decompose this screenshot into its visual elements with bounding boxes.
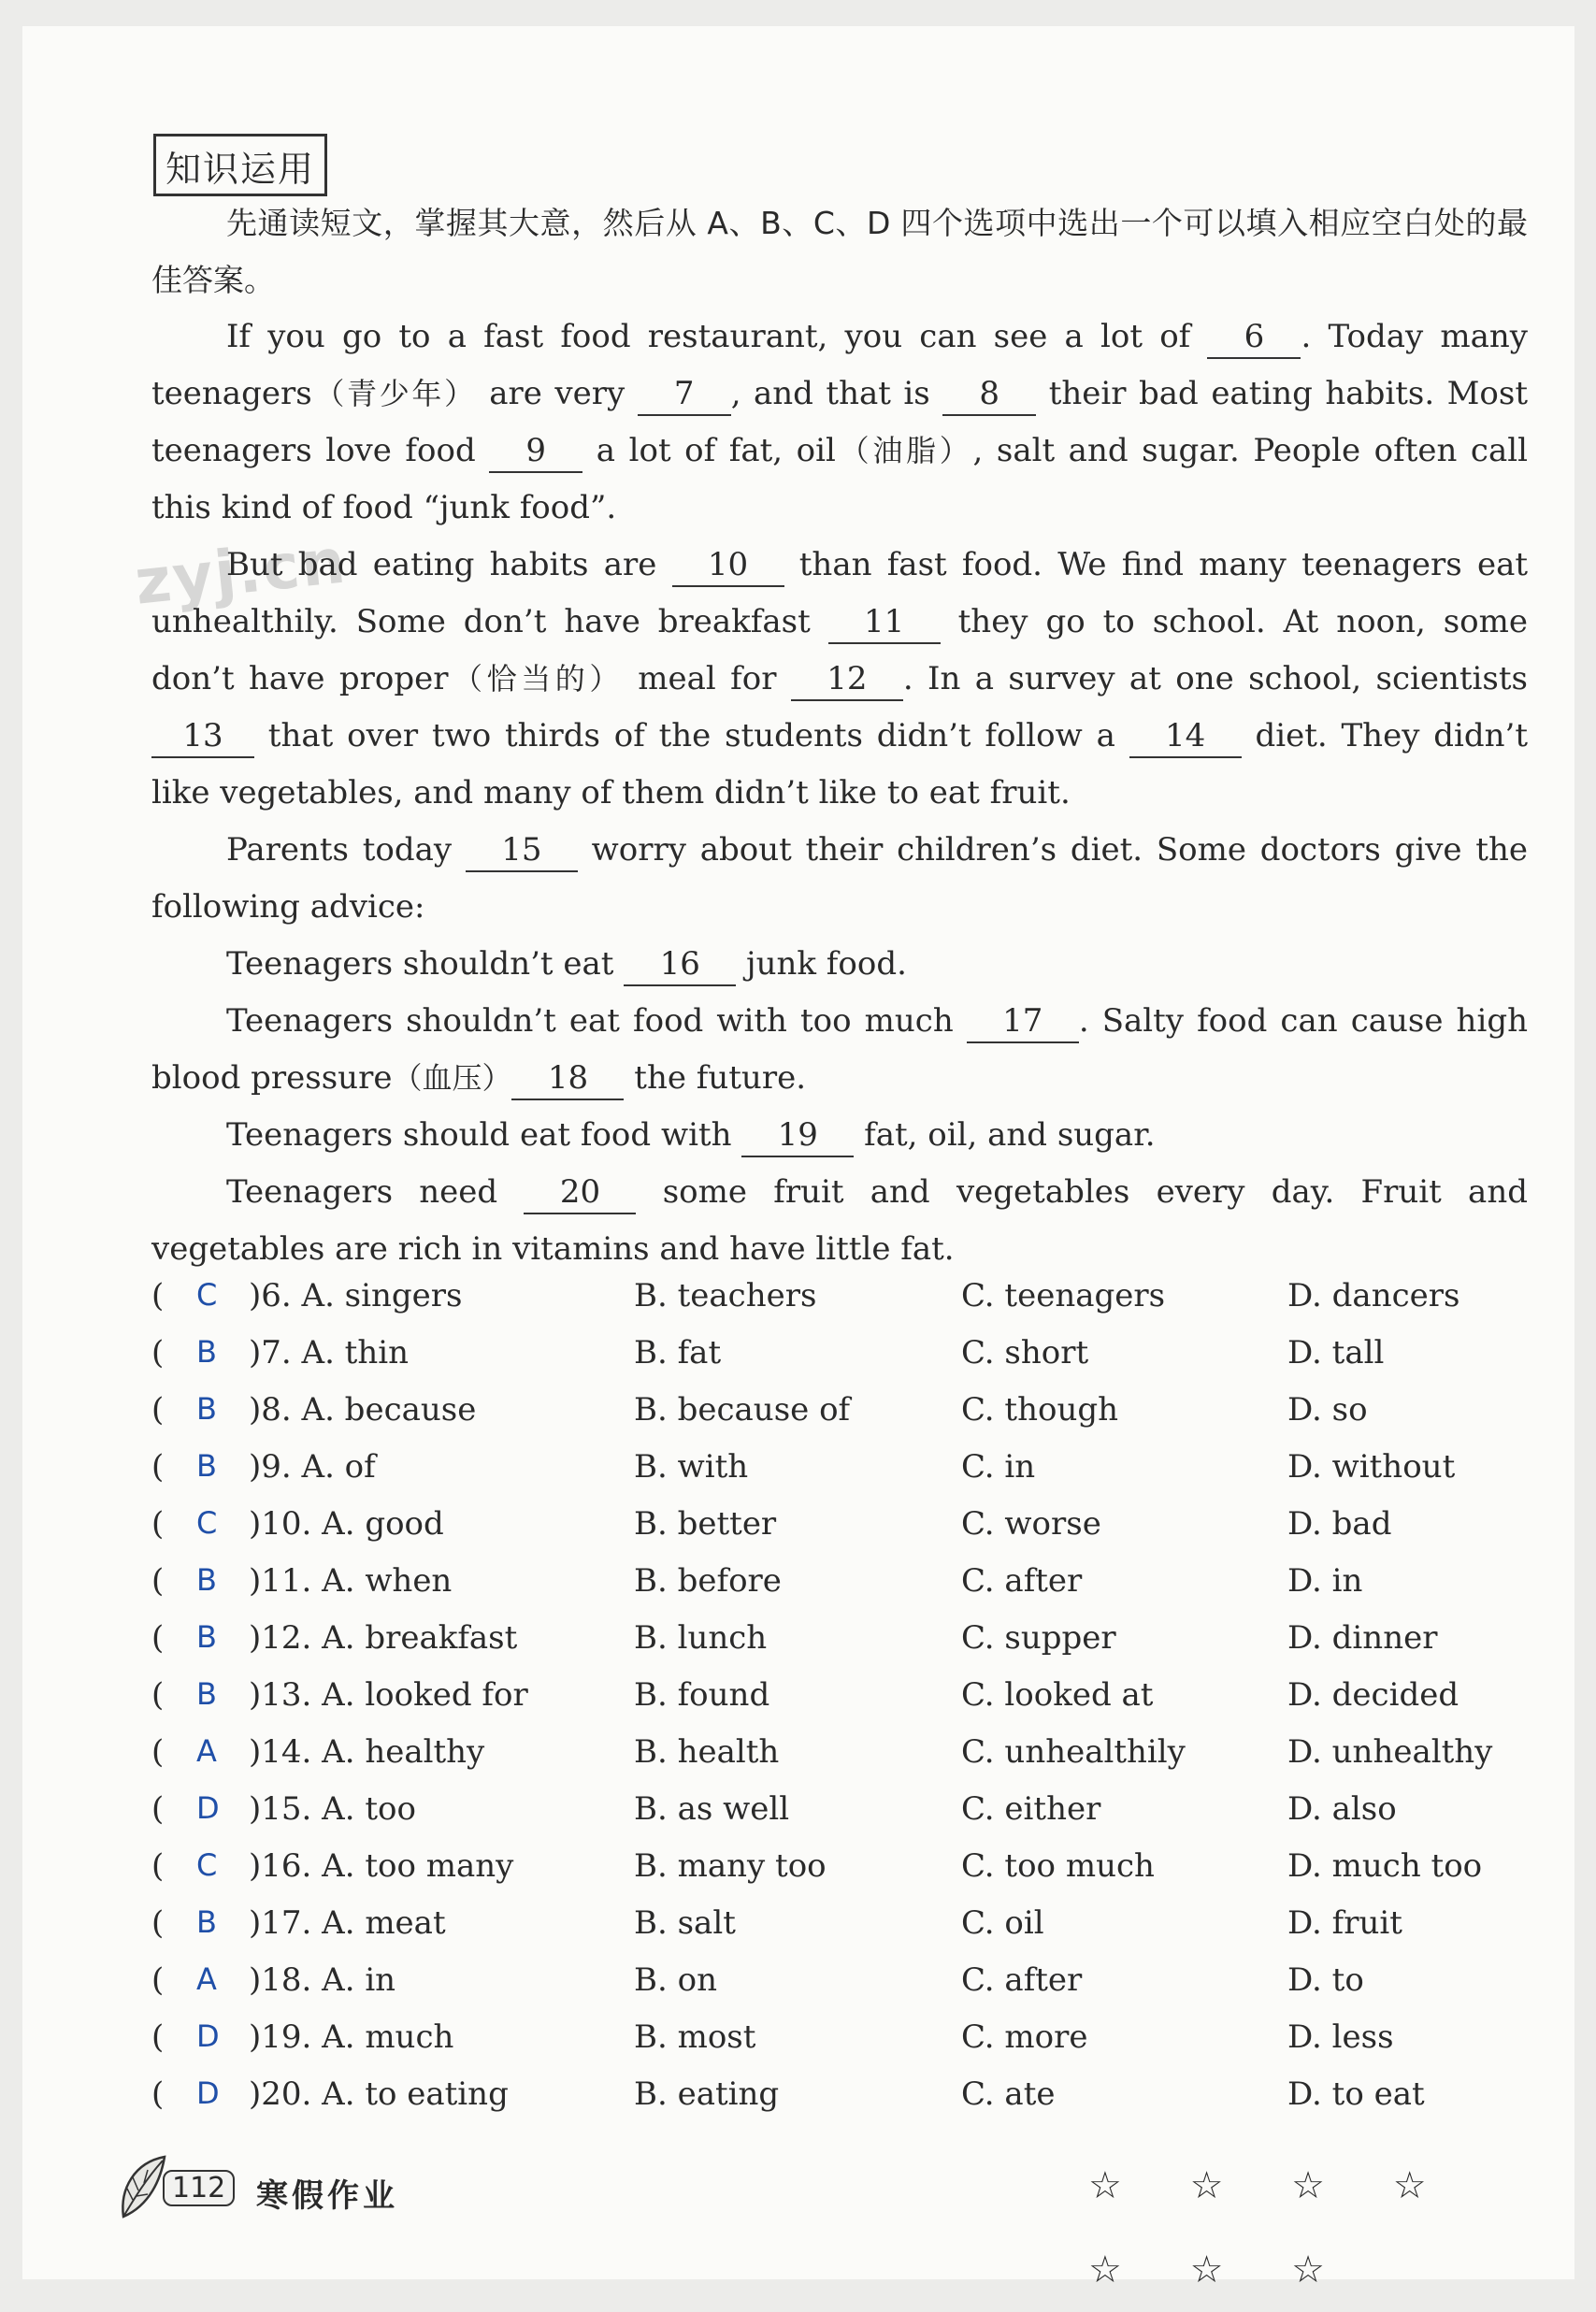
paren: (: [151, 2018, 165, 2056]
option-a: )11. A. when: [249, 1562, 453, 1600]
paren: (: [151, 1904, 165, 1942]
answer-mark: B: [196, 1904, 217, 1940]
option-b: B. on: [634, 1961, 717, 1999]
blank-6: 6: [1207, 316, 1301, 359]
option-a: )10. A. good: [249, 1505, 444, 1543]
text: Teenagers shouldn’t eat food with too much: [226, 1002, 967, 1040]
option-c: C. in: [961, 1448, 1036, 1486]
text: than fast food. We find many teenagers eat unhealthily. Some don’t have breakfast: [151, 546, 1529, 640]
watermark: zyj.cn: [131, 524, 351, 619]
answer-mark: C: [196, 1505, 218, 1541]
answer-mark: A: [196, 1961, 217, 1997]
paren: (: [151, 1676, 165, 1714]
blank-10: 10: [672, 544, 784, 587]
paren: (: [151, 1847, 165, 1885]
paren: (: [151, 1619, 165, 1657]
question-row: [151, 1334, 1535, 1391]
text: diet. They didn’t like vegetables, and many of them didn’t like to eat fruit.: [151, 717, 1528, 811]
answer-mark: A: [196, 1733, 217, 1769]
workbook-page: [22, 26, 1574, 2291]
blank-8: 8: [942, 373, 1036, 416]
blank-14: 14: [1129, 715, 1242, 758]
text: some fruit and vegetables every day. Fruit and vegetables are rich in vitamins and have little fat.: [151, 1173, 1528, 1268]
option-b: B. eating: [634, 2075, 780, 2113]
option-c: C. unhealthily: [961, 1733, 1186, 1771]
paren: (: [151, 1733, 165, 1771]
blank-20: 20: [524, 1171, 636, 1214]
instruction: 先通读短文，掌握其大意，然后从 A、B、C、D 四个选项中选出一个可以填入相应空白处的最佳答案。: [151, 205, 1528, 298]
text: meal for: [623, 660, 791, 697]
text: . Today many teenagers: [151, 318, 1529, 412]
text: junk food.: [736, 945, 907, 983]
option-a: )13. A. looked for: [249, 1676, 528, 1714]
text: are very: [476, 375, 638, 412]
question-row: [151, 1619, 1535, 1676]
option-d: D. tall: [1287, 1334, 1385, 1371]
option-a: )6. A. singers: [249, 1277, 463, 1314]
star-decoration: ☆ ☆ ☆ ☆ ☆ ☆ ☆: [1088, 2164, 1455, 2291]
chinese-gloss: （青少年）: [311, 376, 477, 411]
question-row: [151, 1448, 1535, 1505]
paren: (: [151, 1505, 165, 1543]
paragraph-2: [151, 537, 1528, 822]
option-b: B. as well: [634, 1790, 790, 1828]
option-d: D. dancers: [1287, 1277, 1460, 1314]
option-c: C. teenagers: [961, 1277, 1166, 1314]
text: that over two thirds of the students didn’t follow a: [254, 717, 1129, 754]
question-row: [151, 2018, 1535, 2075]
option-d: D. much too: [1287, 1847, 1483, 1885]
question-row: [151, 1733, 1535, 1790]
chinese-gloss: （油脂）: [835, 433, 973, 468]
option-d: D. less: [1287, 2018, 1394, 2056]
option-a: )15. A. too: [249, 1790, 416, 1828]
question-row: [151, 2075, 1535, 2132]
option-a: )14. A. healthy: [249, 1733, 485, 1771]
answer-mark: C: [196, 1847, 218, 1883]
option-c: C. too much: [961, 1847, 1155, 1885]
option-d: D. in: [1287, 1562, 1363, 1600]
question-row: [151, 1505, 1535, 1562]
text: the future.: [624, 1059, 807, 1097]
question-row: [151, 1961, 1535, 2018]
paren: (: [151, 1334, 165, 1371]
option-b: B. salt: [634, 1904, 736, 1942]
text: a lot of fat, oil: [582, 432, 836, 469]
blank-11: 11: [828, 601, 941, 644]
blank-16: 16: [624, 943, 736, 986]
option-b: B. better: [634, 1505, 777, 1543]
question-row: [151, 1277, 1535, 1334]
option-a: )19. A. much: [249, 2018, 454, 2056]
answer-options: [151, 1277, 1535, 2132]
answer-mark: B: [196, 1562, 217, 1598]
text: worry about their children’s diet. Some doctors give the following advice:: [151, 831, 1528, 926]
question-row: [151, 1847, 1535, 1904]
text: Teenagers should eat food with: [226, 1116, 742, 1154]
paragraph-5: [151, 993, 1528, 1107]
option-b: B. many too: [634, 1847, 827, 1885]
answer-mark: D: [196, 2018, 220, 2054]
option-d: D. unhealthy: [1287, 1733, 1493, 1771]
option-a: )20. A. to eating: [249, 2075, 509, 2113]
paren: (: [151, 1562, 165, 1600]
text: fat, oil, and sugar.: [854, 1116, 1156, 1154]
option-c: C. more: [961, 2018, 1088, 2056]
paragraph-6: [151, 1107, 1528, 1164]
option-b: B. lunch: [634, 1619, 768, 1657]
page-number: 112: [163, 2170, 235, 2206]
chinese-gloss: （血压）: [392, 1060, 512, 1096]
option-d: D. fruit: [1287, 1904, 1402, 1942]
answer-mark: B: [196, 1676, 217, 1712]
chinese-gloss: （恰当的）: [448, 661, 624, 696]
text: Teenagers need: [226, 1173, 525, 1211]
text: If you go to a fast food restaurant, you can see a lot of: [226, 318, 1208, 355]
answer-mark: B: [196, 1448, 217, 1484]
question-row: [151, 1391, 1535, 1448]
answer-mark: B: [196, 1334, 217, 1370]
option-d: D. without: [1287, 1448, 1456, 1486]
paren: (: [151, 1448, 165, 1486]
option-b: B. found: [634, 1676, 770, 1714]
option-b: B. because of: [634, 1391, 851, 1429]
blank-13: 13: [151, 715, 254, 758]
option-a: )8. A. because: [249, 1391, 477, 1429]
cloze-passage: [151, 194, 1528, 1278]
answer-mark: D: [196, 2075, 220, 2111]
page-footer: [116, 2144, 1556, 2291]
text: , and that is: [730, 375, 943, 412]
blank-18: 18: [511, 1057, 624, 1100]
option-c: C. oil: [961, 1904, 1044, 1942]
option-d: D. bad: [1287, 1505, 1392, 1543]
option-c: C. after: [961, 1961, 1083, 1999]
option-c: C. either: [961, 1790, 1101, 1828]
answer-mark: B: [196, 1391, 217, 1427]
blank-7: 7: [638, 373, 731, 416]
paren: (: [151, 1391, 165, 1429]
text: But bad eating habits are: [226, 546, 672, 583]
question-row: [151, 1904, 1535, 1961]
option-c: C. worse: [961, 1505, 1101, 1543]
option-a: )18. A. in: [249, 1961, 396, 1999]
option-c: C. after: [961, 1562, 1083, 1600]
option-b: B. before: [634, 1562, 782, 1600]
text: Teenagers shouldn’t eat: [226, 945, 625, 983]
option-a: )16. A. too many: [249, 1847, 514, 1885]
option-c: C. though: [961, 1391, 1119, 1429]
paren: (: [151, 1277, 165, 1314]
option-a: )17. A. meat: [249, 1904, 446, 1942]
text: their bad eating habits. Most teenagers love food: [151, 375, 1529, 469]
answer-mark: D: [196, 1790, 220, 1826]
option-b: B. with: [634, 1448, 749, 1486]
paragraph-1: [151, 309, 1528, 537]
option-b: B. most: [634, 2018, 756, 2056]
section-title: 知识运用: [153, 134, 327, 196]
option-c: C. short: [961, 1334, 1089, 1371]
blank-15: 15: [466, 829, 578, 872]
answer-mark: B: [196, 1619, 217, 1655]
option-a: )12. A. breakfast: [249, 1619, 518, 1657]
question-row: [151, 1790, 1535, 1847]
paren: (: [151, 1790, 165, 1828]
option-d: D. also: [1287, 1790, 1397, 1828]
answer-mark: C: [196, 1277, 218, 1313]
paren: (: [151, 1961, 165, 1999]
option-a: )7. A. thin: [249, 1334, 410, 1371]
blank-19: 19: [741, 1114, 854, 1157]
option-d: D. to: [1287, 1961, 1364, 1999]
paren: (: [151, 2075, 165, 2113]
book-title: 寒假作业: [256, 2177, 398, 2215]
option-b: B. teachers: [634, 1277, 817, 1314]
option-c: C. ate: [961, 2075, 1056, 2113]
paragraph-4: [151, 936, 1528, 993]
text: they go to school. At noon, some don’t have proper: [151, 603, 1528, 697]
option-d: D. so: [1287, 1391, 1368, 1429]
text: . In a survey at one school, scientists: [902, 660, 1528, 697]
option-a: )9. A. of: [249, 1448, 376, 1486]
paragraph-3: [151, 822, 1528, 936]
option-b: B. fat: [634, 1334, 722, 1371]
option-d: D. dinner: [1287, 1619, 1438, 1657]
option-b: B. health: [634, 1733, 780, 1771]
option-c: C. supper: [961, 1619, 1116, 1657]
text: , salt and sugar. People often call this kind of food “junk food”.: [151, 432, 1528, 526]
paragraph-7: [151, 1164, 1528, 1278]
text: . Salty food can cause high blood pressure: [151, 1002, 1528, 1097]
option-c: C. looked at: [961, 1676, 1154, 1714]
question-row: [151, 1562, 1535, 1619]
blank-9: 9: [489, 430, 582, 473]
blank-12: 12: [791, 658, 903, 701]
option-d: D. to eat: [1287, 2075, 1425, 2113]
blank-17: 17: [967, 1000, 1079, 1043]
question-row: [151, 1676, 1535, 1733]
option-d: D. decided: [1287, 1676, 1459, 1714]
text: Parents today: [226, 831, 466, 869]
